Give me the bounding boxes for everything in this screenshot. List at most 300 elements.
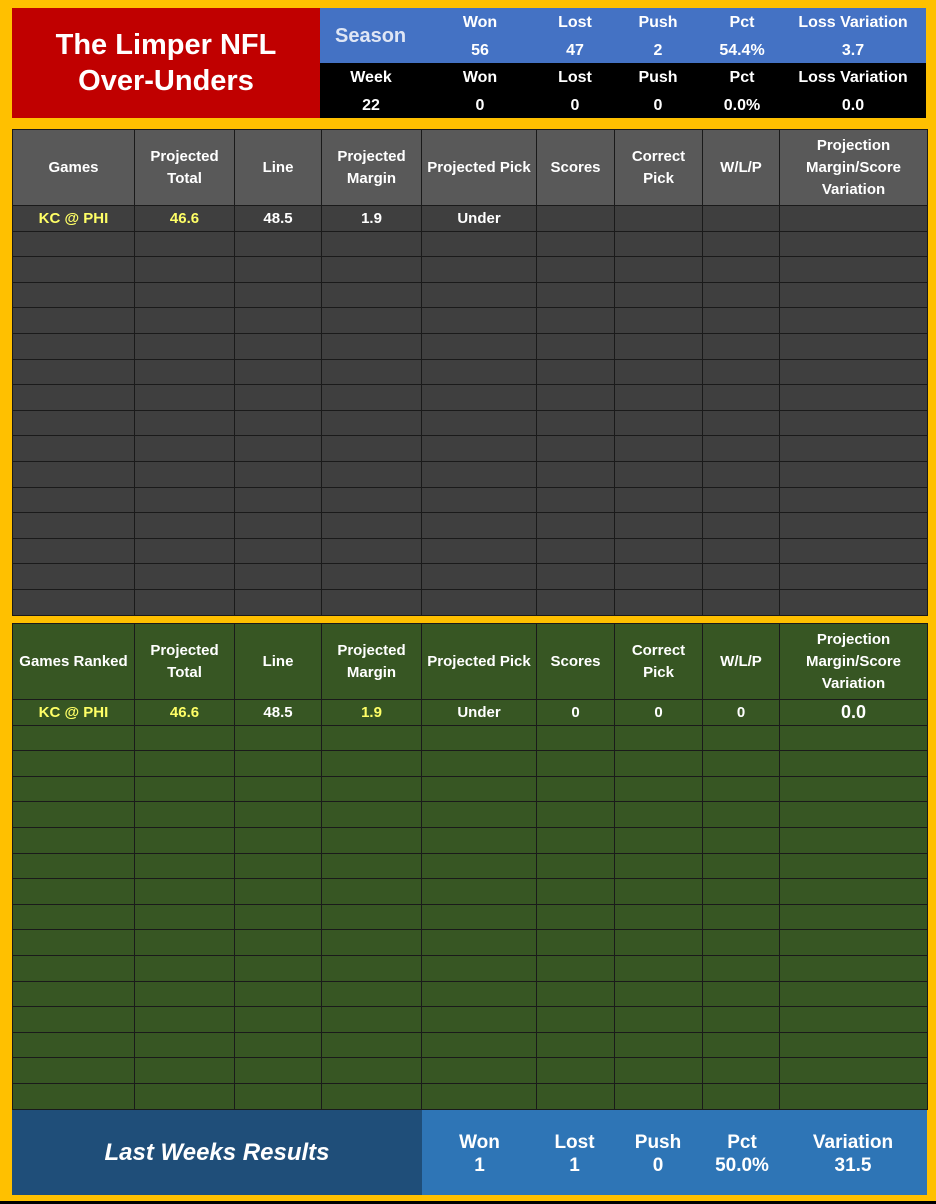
empty-cell xyxy=(703,513,780,539)
empty-cell xyxy=(780,410,928,436)
empty-cell xyxy=(615,359,703,385)
table-row xyxy=(13,231,928,257)
empty-cell xyxy=(615,1007,703,1033)
empty-cell xyxy=(537,802,615,828)
header-projected-margin: Projected Margin xyxy=(322,624,422,700)
empty-cell xyxy=(13,333,135,359)
empty-cell xyxy=(235,308,322,334)
empty-cell xyxy=(780,751,928,777)
table-row xyxy=(13,282,928,308)
empty-cell xyxy=(780,981,928,1007)
table-row xyxy=(13,257,928,283)
empty-cell xyxy=(322,589,422,615)
empty-cell xyxy=(703,231,780,257)
header-scores: Scores xyxy=(537,130,615,206)
empty-cell xyxy=(235,904,322,930)
table-row xyxy=(13,564,928,590)
empty-cell xyxy=(235,410,322,436)
empty-cell xyxy=(422,308,537,334)
empty-cell xyxy=(322,257,422,283)
empty-cell xyxy=(780,802,928,828)
empty-cell xyxy=(422,410,537,436)
empty-cell xyxy=(422,282,537,308)
empty-cell xyxy=(13,955,135,981)
empty-cell xyxy=(13,751,135,777)
empty-cell xyxy=(422,930,537,956)
cell-game: KC @ PHI xyxy=(13,700,135,726)
season-label: Season xyxy=(335,25,407,47)
empty-cell xyxy=(780,955,928,981)
last-week-lost: Lost 1 xyxy=(554,1132,595,1176)
empty-cell xyxy=(13,879,135,905)
empty-cell xyxy=(135,827,235,853)
empty-cell xyxy=(13,513,135,539)
week-pct: Pct 0.0% xyxy=(723,69,761,114)
header-projected-pick: Projected Pick xyxy=(422,624,537,700)
empty-cell xyxy=(13,231,135,257)
table-row xyxy=(13,802,928,828)
empty-cell xyxy=(537,930,615,956)
empty-cell xyxy=(703,564,780,590)
empty-cell xyxy=(422,1058,537,1084)
empty-cell xyxy=(135,1007,235,1033)
empty-cell xyxy=(703,981,780,1007)
header-projected-margin: Projected Margin xyxy=(322,130,422,206)
empty-cell xyxy=(537,461,615,487)
empty-cell xyxy=(322,981,422,1007)
empty-cell xyxy=(322,359,422,385)
empty-cell xyxy=(135,981,235,1007)
empty-cell xyxy=(422,827,537,853)
projections-table xyxy=(12,129,928,616)
header-projected-pick: Projected Pick xyxy=(422,130,537,206)
empty-cell xyxy=(235,385,322,411)
empty-cell xyxy=(780,359,928,385)
table-row xyxy=(13,904,928,930)
empty-cell xyxy=(615,308,703,334)
table-row xyxy=(13,1032,928,1058)
empty-cell xyxy=(235,257,322,283)
table-row xyxy=(13,487,928,513)
empty-cell xyxy=(322,231,422,257)
empty-cell xyxy=(537,436,615,462)
empty-cell xyxy=(322,1007,422,1033)
empty-cell xyxy=(135,955,235,981)
empty-cell xyxy=(322,513,422,539)
empty-cell xyxy=(537,308,615,334)
empty-cell xyxy=(703,879,780,905)
empty-cell xyxy=(135,231,235,257)
empty-cell xyxy=(422,257,537,283)
empty-cell xyxy=(135,904,235,930)
empty-cell xyxy=(13,802,135,828)
table-row xyxy=(13,776,928,802)
stats-panel xyxy=(320,8,926,118)
empty-cell xyxy=(135,879,235,905)
header-line: Line xyxy=(235,624,322,700)
empty-cell xyxy=(615,802,703,828)
header-correct-pick: Correct Pick xyxy=(615,624,703,700)
empty-cell xyxy=(537,955,615,981)
title-line-2: Over-Unders xyxy=(78,65,254,97)
empty-cell xyxy=(780,257,928,283)
empty-cell xyxy=(135,461,235,487)
empty-cell xyxy=(13,282,135,308)
empty-cell xyxy=(703,589,780,615)
empty-cell xyxy=(615,955,703,981)
empty-cell xyxy=(13,981,135,1007)
table-row xyxy=(13,827,928,853)
empty-cell xyxy=(13,564,135,590)
empty-cell xyxy=(322,1083,422,1109)
empty-cell xyxy=(13,1007,135,1033)
empty-cell xyxy=(135,538,235,564)
empty-cell xyxy=(780,231,928,257)
cell-projected-pick: Under xyxy=(422,700,537,726)
empty-cell xyxy=(537,776,615,802)
empty-cell xyxy=(13,930,135,956)
empty-cell xyxy=(780,333,928,359)
empty-cell xyxy=(537,1058,615,1084)
empty-cell xyxy=(615,589,703,615)
empty-cell xyxy=(422,955,537,981)
empty-cell xyxy=(322,802,422,828)
season-lost: Lost 47 xyxy=(558,14,592,59)
empty-cell xyxy=(537,333,615,359)
empty-cell xyxy=(235,955,322,981)
table-row xyxy=(13,359,928,385)
empty-cell xyxy=(422,487,537,513)
empty-cell xyxy=(780,904,928,930)
empty-cell xyxy=(13,1032,135,1058)
empty-cell xyxy=(422,981,537,1007)
empty-cell xyxy=(322,461,422,487)
empty-cell xyxy=(615,333,703,359)
empty-cell xyxy=(235,853,322,879)
empty-cell xyxy=(13,827,135,853)
table-row xyxy=(13,981,928,1007)
empty-cell xyxy=(13,359,135,385)
table-row xyxy=(13,853,928,879)
header-wlp: W/L/P xyxy=(703,624,780,700)
empty-cell xyxy=(780,1007,928,1033)
table-row xyxy=(13,1058,928,1084)
cell-correct-pick: 0 xyxy=(615,700,703,726)
cell-variation xyxy=(780,206,928,232)
empty-cell xyxy=(780,776,928,802)
empty-cell xyxy=(13,725,135,751)
table-row xyxy=(13,461,928,487)
empty-cell xyxy=(13,904,135,930)
cell-projected-margin: 1.9 xyxy=(322,206,422,232)
empty-cell xyxy=(422,589,537,615)
empty-cell xyxy=(235,359,322,385)
empty-cell xyxy=(135,1058,235,1084)
empty-cell xyxy=(13,436,135,462)
empty-cell xyxy=(780,1083,928,1109)
empty-cell xyxy=(235,282,322,308)
cell-line: 48.5 xyxy=(235,700,322,726)
empty-cell xyxy=(780,827,928,853)
empty-cell xyxy=(703,461,780,487)
empty-cell xyxy=(322,487,422,513)
empty-cell xyxy=(703,1058,780,1084)
empty-cell xyxy=(615,1032,703,1058)
empty-cell xyxy=(537,827,615,853)
empty-cell xyxy=(615,487,703,513)
empty-cell xyxy=(135,385,235,411)
empty-cell xyxy=(135,410,235,436)
empty-cell xyxy=(13,308,135,334)
table-row xyxy=(13,513,928,539)
empty-cell xyxy=(780,308,928,334)
empty-cell xyxy=(322,955,422,981)
season-loss-variation: Loss Variation 3.7 xyxy=(798,14,908,59)
empty-cell xyxy=(703,487,780,513)
season-push: Push 2 xyxy=(638,14,678,59)
empty-cell xyxy=(703,776,780,802)
empty-cell xyxy=(422,904,537,930)
empty-cell xyxy=(235,776,322,802)
empty-cell xyxy=(537,751,615,777)
empty-cell xyxy=(422,385,537,411)
empty-cell xyxy=(537,410,615,436)
empty-cell xyxy=(780,461,928,487)
empty-cell xyxy=(537,725,615,751)
empty-cell xyxy=(422,802,537,828)
empty-cell xyxy=(615,776,703,802)
empty-cell xyxy=(422,1032,537,1058)
empty-cell xyxy=(780,1032,928,1058)
cell-game: KC @ PHI xyxy=(13,206,135,232)
season-stats-row xyxy=(320,8,926,63)
empty-cell xyxy=(703,904,780,930)
empty-cell xyxy=(235,725,322,751)
empty-cell xyxy=(235,751,322,777)
empty-cell xyxy=(135,853,235,879)
empty-cell xyxy=(537,1083,615,1109)
empty-cell xyxy=(422,1007,537,1033)
empty-cell xyxy=(703,436,780,462)
empty-cell xyxy=(322,827,422,853)
title-box xyxy=(12,8,320,118)
empty-cell xyxy=(537,487,615,513)
empty-cell xyxy=(780,930,928,956)
empty-cell xyxy=(235,564,322,590)
header-variation: Projection Margin/Score Variation xyxy=(780,130,928,206)
empty-cell xyxy=(615,564,703,590)
empty-cell xyxy=(135,751,235,777)
table-row xyxy=(13,410,928,436)
cell-projected-total: 46.6 xyxy=(135,206,235,232)
empty-cell xyxy=(422,538,537,564)
empty-cell xyxy=(703,538,780,564)
cell-scores: 0 xyxy=(537,700,615,726)
empty-cell xyxy=(235,1007,322,1033)
empty-cell xyxy=(703,333,780,359)
empty-cell xyxy=(235,879,322,905)
empty-cell xyxy=(135,487,235,513)
empty-cell xyxy=(135,564,235,590)
empty-cell xyxy=(615,1083,703,1109)
empty-cell xyxy=(235,538,322,564)
empty-cell xyxy=(135,776,235,802)
empty-cell xyxy=(322,1058,422,1084)
empty-cell xyxy=(422,513,537,539)
empty-cell xyxy=(13,487,135,513)
empty-cell xyxy=(235,1058,322,1084)
table-row xyxy=(13,1083,928,1109)
empty-cell xyxy=(780,538,928,564)
cell-variation: 0.0 xyxy=(780,700,928,726)
empty-cell xyxy=(703,257,780,283)
empty-cell xyxy=(537,981,615,1007)
season-pct: Pct 54.4% xyxy=(719,14,765,59)
empty-cell xyxy=(322,308,422,334)
empty-cell xyxy=(703,359,780,385)
empty-cell xyxy=(135,257,235,283)
empty-cell xyxy=(135,308,235,334)
empty-cell xyxy=(615,1058,703,1084)
empty-cell xyxy=(322,564,422,590)
empty-cell xyxy=(322,776,422,802)
empty-cell xyxy=(135,282,235,308)
empty-cell xyxy=(780,487,928,513)
empty-cell xyxy=(780,725,928,751)
projections-header-row xyxy=(13,130,928,206)
empty-cell xyxy=(235,231,322,257)
cell-projected-margin: 1.9 xyxy=(322,700,422,726)
empty-cell xyxy=(322,930,422,956)
empty-cell xyxy=(537,589,615,615)
week-lost: Lost 0 xyxy=(558,69,592,114)
empty-cell xyxy=(703,751,780,777)
header-scores: Scores xyxy=(537,624,615,700)
cell-projected-total: 46.6 xyxy=(135,700,235,726)
season-won: Won 56 xyxy=(462,14,498,59)
empty-cell xyxy=(422,333,537,359)
empty-cell xyxy=(135,333,235,359)
empty-cell xyxy=(13,257,135,283)
empty-cell xyxy=(537,282,615,308)
empty-cell xyxy=(322,725,422,751)
empty-cell xyxy=(537,359,615,385)
empty-cell xyxy=(422,725,537,751)
empty-cell xyxy=(780,282,928,308)
empty-cell xyxy=(422,461,537,487)
empty-cell xyxy=(235,930,322,956)
table-row xyxy=(13,725,928,751)
empty-cell xyxy=(13,1083,135,1109)
empty-cell xyxy=(537,538,615,564)
empty-cell xyxy=(235,333,322,359)
empty-cell xyxy=(322,385,422,411)
table-row xyxy=(13,879,928,905)
empty-cell xyxy=(235,461,322,487)
empty-cell xyxy=(422,231,537,257)
header-line: Line xyxy=(235,130,322,206)
empty-cell xyxy=(537,231,615,257)
empty-cell xyxy=(322,333,422,359)
header-projected-total: Projected Total xyxy=(135,130,235,206)
table-row xyxy=(13,436,928,462)
empty-cell xyxy=(537,385,615,411)
empty-cell xyxy=(615,231,703,257)
empty-cell xyxy=(235,487,322,513)
empty-cell xyxy=(322,436,422,462)
empty-cell xyxy=(135,802,235,828)
empty-cell xyxy=(537,879,615,905)
last-week-stats xyxy=(422,1110,927,1195)
last-week-push: Push 0 xyxy=(634,1132,682,1176)
empty-cell xyxy=(703,1032,780,1058)
empty-cell xyxy=(537,1032,615,1058)
empty-cell xyxy=(537,853,615,879)
empty-cell xyxy=(537,257,615,283)
empty-cell xyxy=(235,802,322,828)
empty-cell xyxy=(235,1083,322,1109)
last-week-label: Last Weeks Results xyxy=(12,1110,422,1195)
empty-cell xyxy=(235,981,322,1007)
table-row xyxy=(13,1007,928,1033)
empty-cell xyxy=(537,513,615,539)
empty-cell xyxy=(615,436,703,462)
empty-cell xyxy=(422,436,537,462)
last-week-pct: Pct 50.0% xyxy=(715,1132,769,1176)
empty-cell xyxy=(537,1007,615,1033)
cell-wlp xyxy=(703,206,780,232)
empty-cell xyxy=(235,589,322,615)
empty-cell xyxy=(422,564,537,590)
empty-cell xyxy=(703,725,780,751)
empty-cell xyxy=(615,725,703,751)
empty-cell xyxy=(13,589,135,615)
empty-cell xyxy=(422,359,537,385)
empty-cell xyxy=(780,436,928,462)
empty-cell xyxy=(422,751,537,777)
empty-cell xyxy=(537,564,615,590)
empty-cell xyxy=(615,385,703,411)
cell-line: 48.5 xyxy=(235,206,322,232)
table-row xyxy=(13,308,928,334)
empty-cell xyxy=(235,827,322,853)
empty-cell xyxy=(135,1083,235,1109)
empty-cell xyxy=(422,853,537,879)
header-wlp: W/L/P xyxy=(703,130,780,206)
empty-cell xyxy=(322,751,422,777)
empty-cell xyxy=(13,410,135,436)
empty-cell xyxy=(703,1007,780,1033)
empty-cell xyxy=(322,1032,422,1058)
empty-cell xyxy=(615,461,703,487)
empty-cell xyxy=(13,461,135,487)
empty-cell xyxy=(322,904,422,930)
ranked-header-row xyxy=(13,624,928,700)
empty-cell xyxy=(422,1083,537,1109)
empty-cell xyxy=(615,981,703,1007)
empty-cell xyxy=(235,513,322,539)
week-stats-row xyxy=(320,63,926,118)
last-week-variation: Variation 31.5 xyxy=(812,1132,894,1176)
empty-cell xyxy=(135,1032,235,1058)
empty-cell xyxy=(615,751,703,777)
empty-cell xyxy=(13,538,135,564)
empty-cell xyxy=(703,827,780,853)
empty-cell xyxy=(422,776,537,802)
empty-cell xyxy=(780,853,928,879)
empty-cell xyxy=(780,1058,928,1084)
empty-cell xyxy=(780,513,928,539)
